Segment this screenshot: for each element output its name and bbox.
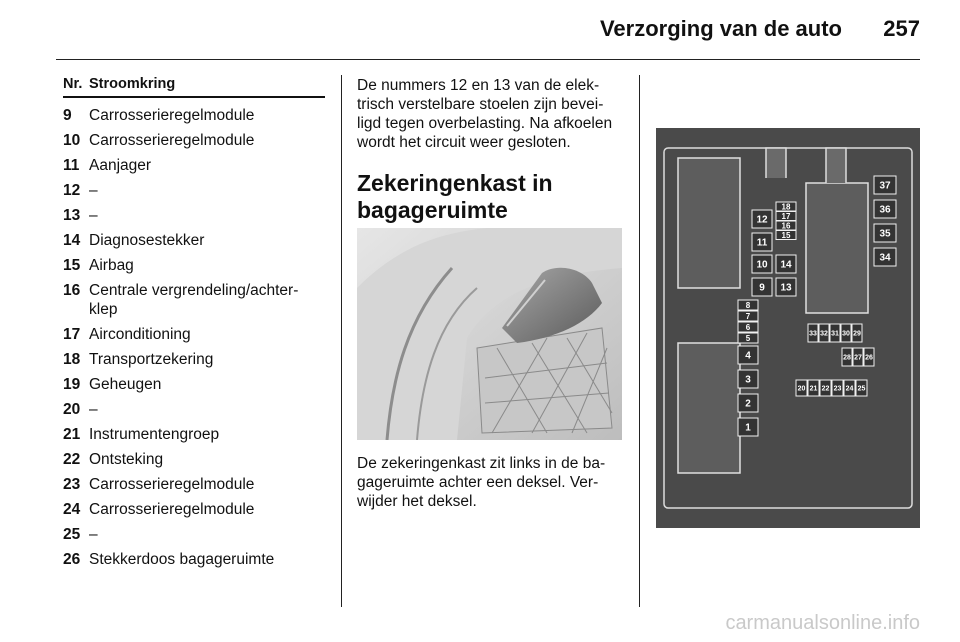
fuse-label: 9	[759, 282, 765, 294]
fuse-number: 14	[63, 232, 81, 249]
table-row	[63, 550, 325, 569]
fuse-label: 26	[865, 354, 873, 362]
fuse-label: 14	[780, 259, 792, 271]
fuse-label: 30	[842, 330, 850, 338]
table-row	[63, 475, 325, 494]
fuse-label: 4	[745, 350, 751, 362]
fuse-label: 21	[809, 385, 818, 393]
relay	[678, 343, 740, 473]
table-row	[63, 400, 325, 419]
fuse-label: 23	[833, 385, 842, 393]
fuse-number: 24	[63, 501, 81, 518]
circuit-label: Airconditioning	[89, 326, 191, 343]
fuse-number: 17	[63, 326, 81, 343]
circuit-label: Diagnosestekker	[89, 232, 205, 249]
circuit-label: Stekkerdoos bagageruimte	[89, 551, 275, 568]
fuse-label: 20	[797, 385, 806, 393]
header-rule	[56, 59, 920, 60]
section-title: Zekeringenkast in bagageruimte	[357, 170, 553, 223]
intro-paragraph: De nummers 12 en 13 van de elek-trisch verstelbare stoelen zijn bevei-ligd tegen overbelasting. Na afkoelen wordt het circuit weer gesloten.	[357, 77, 613, 151]
fuse-number: 20	[63, 401, 81, 418]
fuse-number: 21	[63, 426, 81, 443]
fuse-label: 13	[780, 282, 792, 294]
circuit-label: –	[89, 401, 98, 418]
fuse-label: 1	[745, 422, 751, 434]
table-row	[63, 350, 325, 369]
fuse-label: 37	[879, 180, 891, 192]
trunk-fusebox-photo	[357, 228, 622, 440]
relay	[806, 183, 868, 313]
circuit-label: Instrumentengroep	[89, 426, 220, 443]
fuse-number: 10	[63, 132, 81, 149]
circuit-label: Airbag	[89, 257, 134, 274]
table-header	[63, 76, 325, 98]
fuse-label: 11	[756, 237, 768, 249]
circuit-label: –	[89, 182, 98, 199]
fuse-label: 27	[854, 354, 862, 362]
col-nr-header: Nr.	[63, 76, 83, 92]
table-row	[63, 525, 325, 544]
fuse-label: 29	[853, 330, 861, 338]
table-row	[63, 425, 325, 444]
removal-instruction: De zekeringenkast zit links in de ba-gageruimte achter een deksel. Ver-wijder het deksel.	[357, 455, 606, 510]
fuse-number: 26	[63, 551, 81, 568]
fuse-label: 8	[745, 300, 751, 310]
fuse-label: 16	[781, 221, 791, 231]
fuse-label: 25	[857, 385, 866, 393]
fuse-label: 24	[845, 385, 854, 393]
table-row	[63, 281, 325, 319]
table-row	[63, 256, 325, 275]
fuse-label: 2	[745, 398, 751, 410]
fuse-label: 36	[879, 204, 891, 216]
fuse-label: 35	[879, 228, 891, 240]
fuse-label: 10	[756, 259, 768, 271]
fuse-label: 33	[809, 330, 817, 338]
intro-text	[357, 76, 625, 152]
fuse-label: 6	[745, 322, 751, 332]
fuse-label: 17	[781, 211, 791, 221]
table-row	[63, 231, 325, 250]
column-divider	[341, 75, 342, 607]
fuse-number: 12	[63, 182, 81, 199]
fuse-label: 28	[843, 354, 851, 362]
fuse-label: 22	[821, 385, 830, 393]
fuse-label: 3	[745, 374, 751, 386]
col-circuit-header: Stroomkring	[89, 76, 176, 92]
circuit-label: Ontsteking	[89, 451, 164, 468]
fuse-label: 12	[756, 214, 768, 226]
fuse-number: 18	[63, 351, 81, 368]
circuit-label: –	[89, 526, 98, 543]
table-body	[63, 98, 325, 569]
fuse-label: 31	[831, 330, 839, 338]
fuse-number: 15	[63, 257, 81, 274]
watermark: carmanualsonline.info	[725, 612, 920, 634]
fuse-number: 25	[63, 526, 81, 543]
page-header	[0, 0, 960, 60]
fuse-label: 15	[781, 230, 791, 240]
fuse-number: 9	[63, 107, 72, 124]
circuit-label: Carrosserieregelmodule	[89, 476, 255, 493]
table-row	[63, 106, 325, 125]
circuit-label: Geheugen	[89, 376, 162, 393]
table-row	[63, 450, 325, 469]
relay	[678, 158, 740, 288]
table-row	[63, 325, 325, 344]
fuse-number: 19	[63, 376, 81, 393]
table-row	[63, 500, 325, 519]
fuse-number: 16	[63, 282, 81, 299]
table-row	[63, 181, 325, 200]
circuit-label: Centrale vergrendeling/achter-klep	[89, 282, 299, 318]
fuse-table	[63, 76, 325, 569]
fuse-label: 18	[781, 202, 791, 212]
fuse-label: 34	[879, 252, 891, 264]
circuit-label: Carrosserieregelmodule	[89, 132, 255, 149]
table-row	[63, 131, 325, 150]
circuit-label: Transportzekering	[89, 351, 214, 368]
fuse-number: 23	[63, 476, 81, 493]
page-number: 257	[883, 16, 920, 41]
table-row	[63, 156, 325, 175]
fuse-label: 5	[745, 333, 751, 343]
circuit-label: Carrosserieregelmodule	[89, 107, 255, 124]
circuit-label: –	[89, 207, 98, 224]
fuse-number: 13	[63, 207, 81, 224]
column-divider	[639, 75, 640, 607]
fusebox-diagram	[656, 128, 920, 528]
table-row	[63, 206, 325, 225]
circuit-label: Aanjager	[89, 157, 152, 174]
fuse-number: 22	[63, 451, 81, 468]
header-title: Verzorging van de auto	[599, 16, 842, 41]
fuse-label: 32	[820, 330, 828, 338]
table-row	[63, 375, 325, 394]
fuse-number: 11	[63, 157, 80, 174]
circuit-label: Carrosserieregelmodule	[89, 501, 255, 518]
fuse-label: 7	[745, 311, 751, 321]
